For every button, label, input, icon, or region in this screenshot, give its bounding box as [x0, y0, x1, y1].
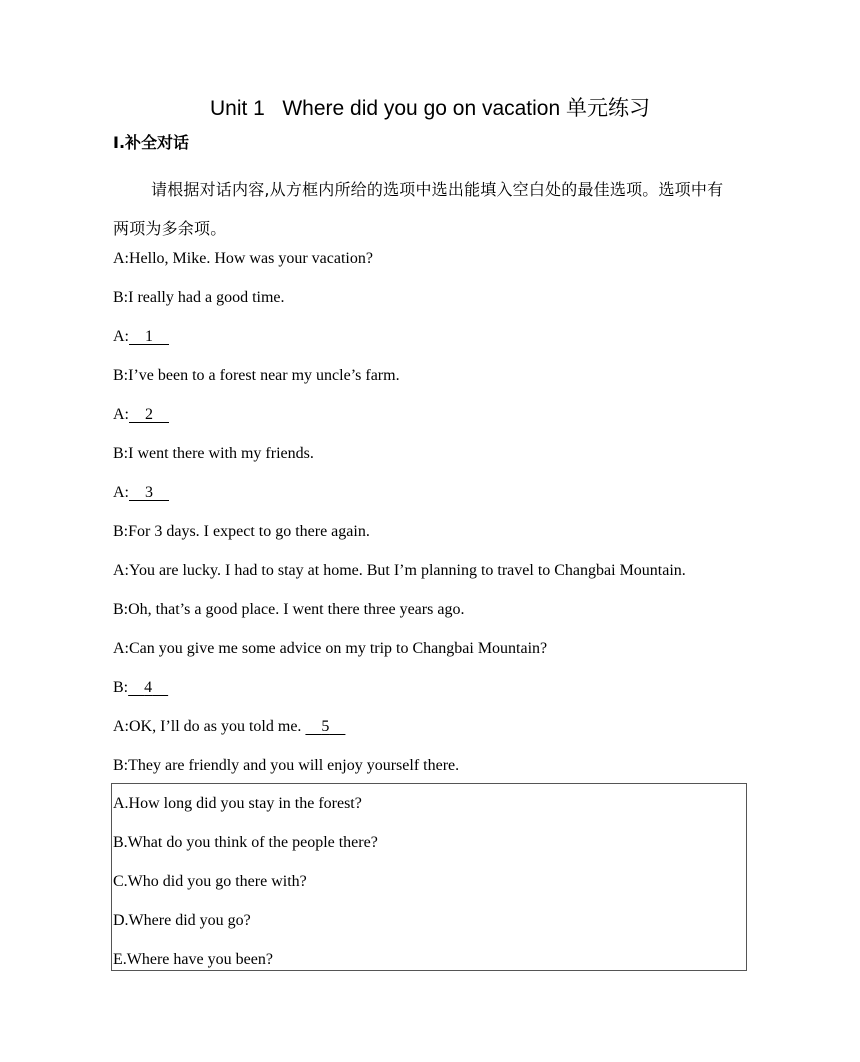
dialogue-text: They are friendly and you will enjoy yourself there. — [128, 757, 460, 774]
dialogue-line — [113, 677, 168, 699]
speaker-label: A: — [113, 718, 129, 735]
dialogue-line — [113, 755, 459, 777]
dialogue-line — [113, 716, 345, 738]
dialogue-line — [113, 599, 464, 621]
dialogue-text: OK, I’ll do as you told me. — [129, 718, 306, 735]
dialogue-line — [113, 521, 370, 543]
option-b: B.What do you think of the people there? — [113, 834, 378, 851]
dialogue-line — [113, 482, 169, 504]
blank-number: 1 — [145, 328, 153, 345]
answer-blank[interactable] — [129, 482, 169, 504]
blank-number: 3 — [145, 484, 153, 501]
dialogue-text: I went there with my friends. — [128, 445, 314, 462]
options-box — [111, 783, 747, 971]
speaker-label: B: — [113, 601, 129, 618]
dialogue-line — [113, 560, 686, 582]
dialogue-line — [113, 326, 169, 348]
instruction-text: 请根据对话内容,从方框内所给的选项中选出能填入空白处的最佳选项。选项中有两项为多余项。 — [113, 180, 724, 238]
answer-blank[interactable] — [128, 677, 168, 699]
dialogue-text: You are lucky. I had to stay at home. But I’m planning to travel to Changbai Mountain. — [129, 562, 686, 579]
speaker-label: A: — [113, 640, 129, 657]
dialogue-line — [113, 287, 285, 309]
dialogue-text: Can you give me some advice on my trip to Changbai Mountain? — [129, 640, 548, 657]
option-c: C.Who did you go there with? — [113, 873, 307, 890]
speaker-label: A: — [113, 250, 129, 267]
section-heading: Ⅰ.补全对话 — [113, 133, 190, 152]
dialogue-text: Oh, that’s a good place. I went there three years ago. — [128, 601, 465, 618]
dialogue-line — [113, 404, 169, 426]
dialogue-text: Hello, Mike. How was your vacation? — [129, 250, 373, 267]
option-d: D.Where did you go? — [113, 912, 251, 929]
option-a: A.How long did you stay in the forest? — [113, 795, 362, 812]
speaker-label: A: — [113, 406, 129, 423]
dialogue-line — [113, 248, 373, 270]
dialogue-line — [113, 443, 314, 465]
speaker-label: B: — [113, 445, 129, 462]
page-title: Unit 1 Where did you go on vacation 单元练习 — [209, 97, 651, 120]
speaker-label: B: — [113, 523, 129, 540]
option-e: E.Where have you been? — [113, 951, 273, 968]
answer-blank[interactable] — [129, 326, 169, 348]
blank-number: 4 — [144, 679, 153, 696]
dialogue-text: I really had a good time. — [128, 289, 285, 306]
speaker-label: A: — [113, 328, 129, 345]
speaker-label: B: — [113, 367, 129, 384]
speaker-label: B: — [113, 757, 129, 774]
speaker-label: A: — [113, 562, 129, 579]
answer-blank[interactable] — [129, 404, 169, 426]
blank-number: 2 — [145, 406, 153, 423]
dialogue-line — [113, 365, 400, 387]
speaker-label: A: — [113, 484, 129, 501]
dialogue-line — [113, 638, 547, 660]
answer-blank[interactable] — [305, 716, 345, 738]
dialogue-text: I’ve been to a forest near my uncle’s farm. — [128, 367, 400, 384]
blank-number: 5 — [321, 718, 330, 735]
speaker-label: B: — [113, 289, 129, 306]
speaker-label: B: — [113, 679, 129, 696]
dialogue-text: For 3 days. I expect to go there again. — [128, 523, 370, 540]
